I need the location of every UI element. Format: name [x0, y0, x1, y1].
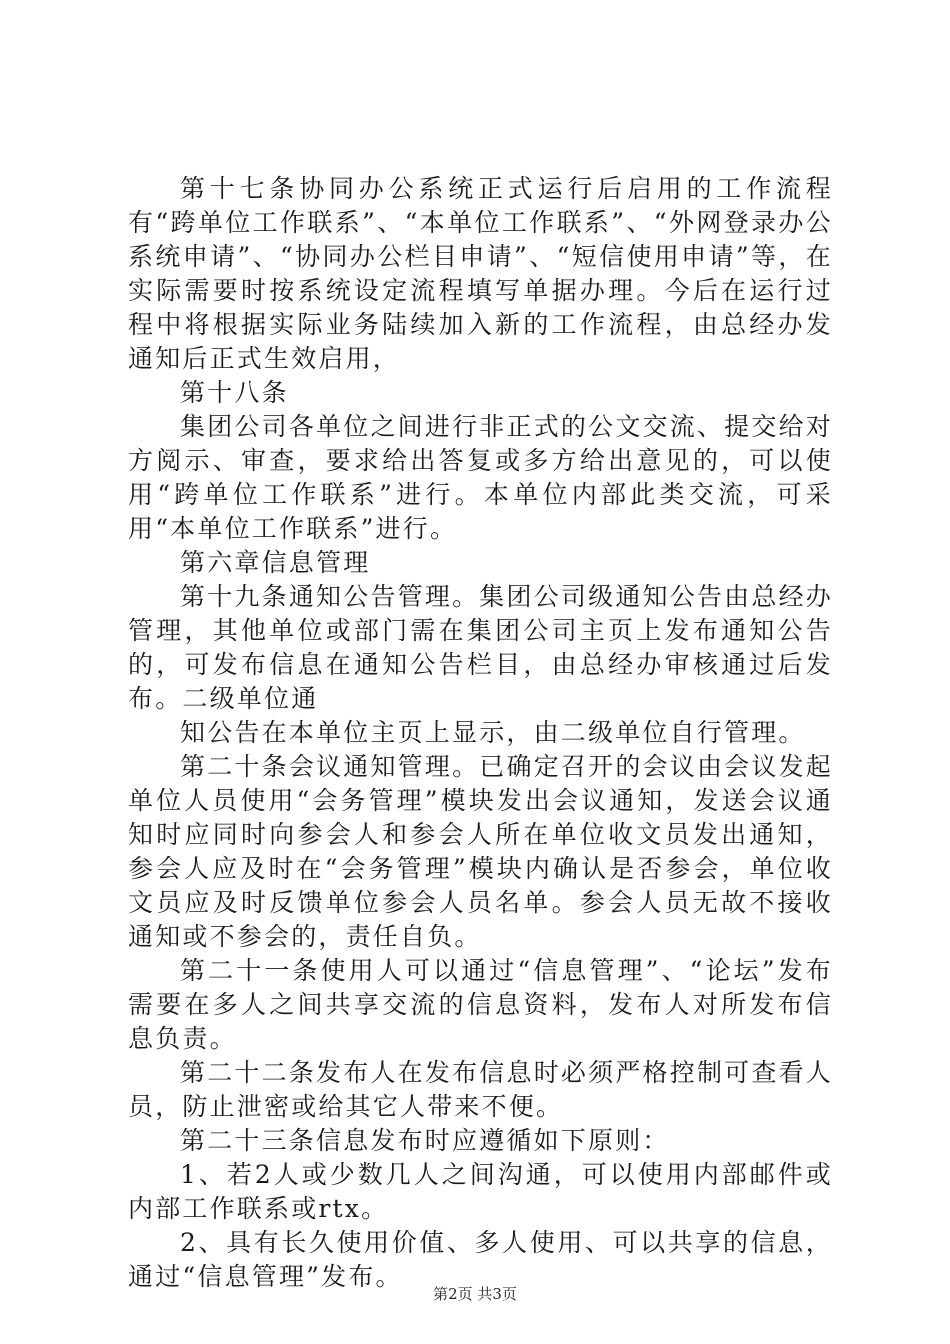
- article-22-paragraph: 第二十二条发布人在发布信息时必须严格控制可查看人员，防止泄密或给其它人带来不便。: [128, 1058, 833, 1121]
- article-23-heading: 第二十三条信息发布时应遵循如下原则：: [180, 1126, 670, 1155]
- article-17-paragraph: 第十七条协同办公系统正式运行后启用的工作流程有“跨单位工作联系”、“本单位工作联系”、“外网登录办公系统申请”、“协同办公栏目申请”、“短信使用申请”等，在实际需要时按系统设定流程填写单据办理。今后在运行过程中将根据实际业务陆续加入新的工作流程，由总经办发通知后正式生效启用，: [128, 174, 833, 373]
- article-18-paragraph: 集团公司各单位之间进行非正式的公文交流、提交给对方阅示、审查，要求给出答复或多方给出意见的，可以使用“跨单位工作联系”进行。本单位内部此类交流，可采用“本单位工作联系”进行。: [128, 412, 833, 543]
- article-19-continuation: 知公告在本单位主页上显示，由二级单位自行管理。: [180, 718, 806, 747]
- chapter-6-heading: 第六章信息管理: [180, 548, 371, 577]
- article-19-paragraph: 第十九条通知公告管理。集团公司级通知公告由总经办管理，其他单位或部门需在集团公司主页上发布通知公告的，可发布信息在通知公告栏目，由总经办审核通过后发布。二级单位通: [128, 582, 833, 713]
- page-footer: 第2页 共3页: [433, 1285, 517, 1303]
- principle-1-item: 1、若2人或少数几人之间沟通，可以使用内部邮件或内部工作联系或rtx。: [128, 1160, 833, 1223]
- article-18-heading: 第十八条: [180, 378, 289, 407]
- article-20-paragraph: 第二十条会议通知管理。已确定召开的会议由会议发起单位人员使用“会务管理”模块发出会议通知，发送会议通知时应同时向参会人和参会人所在单位收文员发出通知，参会人应及时在“会务管理”模块内确认是否参会，单位收文员应及时反馈单位参会人员名单。参会人员无故不接收通知或不参会的，责任自负。: [128, 752, 833, 951]
- document-body: [128, 172, 833, 1294]
- principle-2-item: 2、具有长久使用价值、多人使用、可以共享的信息，通过“信息管理”发布。: [128, 1228, 833, 1291]
- article-21-paragraph: 第二十一条使用人可以通过“信息管理”、“论坛”发布需要在多人之间共享交流的信息资料，发布人对所发布信息负责。: [128, 956, 833, 1053]
